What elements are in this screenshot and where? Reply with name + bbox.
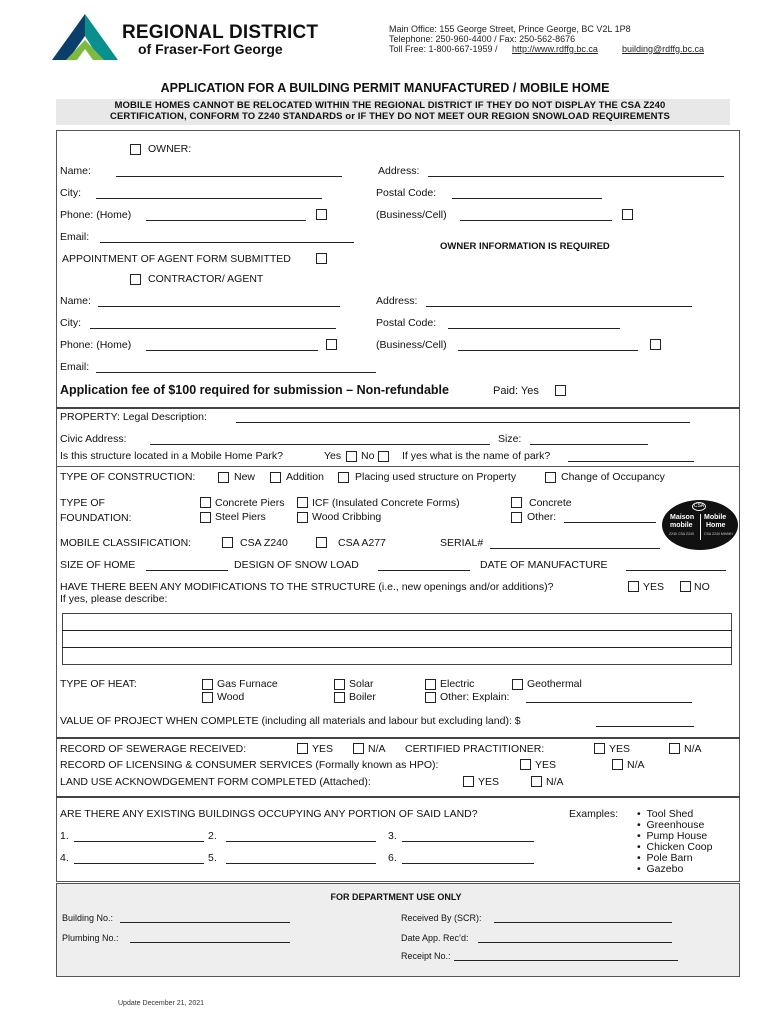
gas-furnace-checkbox[interactable]: [202, 679, 213, 690]
modifications-no-label: NO: [694, 581, 710, 593]
size-label: Size:: [498, 433, 522, 445]
solar-label: Solar: [349, 678, 374, 690]
wood-cribbing-label: Wood Cribbing: [312, 511, 382, 523]
foundation-other-checkbox[interactable]: [511, 512, 522, 523]
construction-addition-label: Addition: [286, 471, 324, 483]
date-manufacture-label: DATE OF MANUFACTURE: [480, 559, 608, 571]
office-address: Main Office: 155 George Street, Prince George, BC V2L 1P8: [389, 24, 631, 34]
practitioner-na-label: N/A: [684, 743, 702, 755]
construction-new-checkbox[interactable]: [218, 472, 229, 483]
contractor-postal-field[interactable]: [448, 328, 620, 329]
licensing-yes-label: YES: [535, 759, 557, 771]
regional-district-logo: [52, 14, 118, 60]
wood-heat-checkbox[interactable]: [202, 692, 213, 703]
owner-postal-field[interactable]: [452, 198, 602, 199]
example-item: • Tool Shed: [637, 808, 694, 820]
csa-a277-label: CSA A277: [338, 537, 386, 549]
section-divider: [56, 796, 740, 798]
concrete-label: Concrete: [529, 497, 572, 509]
building-no-field[interactable]: [120, 922, 290, 923]
contractor-address-field[interactable]: [426, 306, 692, 307]
size-of-home-field[interactable]: [146, 570, 228, 571]
department-use-heading: FOR DEPARTMENT USE ONLY: [330, 892, 462, 902]
example-item: • Pump House: [637, 830, 708, 842]
csa-logo-icon: CSA: [693, 503, 705, 509]
practitioner-yes-checkbox[interactable]: [594, 743, 605, 754]
example-item: • Pole Barn: [637, 852, 693, 864]
description-line: [62, 647, 732, 648]
serial-field[interactable]: [490, 548, 660, 549]
footer-update-date: Update December 21, 2021: [118, 1000, 204, 1007]
foundation-other-field[interactable]: [564, 522, 656, 523]
land-use-yes-checkbox[interactable]: [463, 776, 474, 787]
owner-postal-label: Postal Code:: [376, 187, 437, 199]
solar-checkbox[interactable]: [334, 679, 345, 690]
snow-load-field[interactable]: [378, 570, 470, 571]
park-name-label: If yes what is the name of park?: [402, 450, 551, 462]
existing-building-field-6[interactable]: [402, 863, 534, 864]
heat-other-label: Other: Explain:: [440, 691, 510, 703]
contractor-address-label: Address:: [376, 295, 418, 307]
wood-cribbing-checkbox[interactable]: [297, 512, 308, 523]
heat-other-field[interactable]: [526, 702, 692, 703]
steel-piers-checkbox[interactable]: [200, 512, 211, 523]
project-value-field[interactable]: [596, 726, 694, 727]
owner-address-label: Address:: [378, 165, 420, 177]
warning-line-1: MOBILE HOMES CANNOT BE RELOCATED WITHIN THE REGIONAL DISTRICT IF THEY DO NOT DISPLAY THE CSA Z240: [114, 100, 666, 111]
owner-phone-business-field[interactable]: [460, 220, 612, 221]
owner-phone-home-checkbox[interactable]: [316, 209, 327, 220]
mobile-classification-label: MOBILE CLASSIFICATION:: [60, 537, 192, 549]
legal-description-label: PROPERTY: Legal Description:: [60, 411, 207, 423]
date-app-label: Date App. Rec’d:: [401, 933, 469, 943]
description-line: [62, 630, 732, 631]
existing-building-field-2[interactable]: [226, 841, 376, 842]
concrete-checkbox[interactable]: [511, 497, 522, 508]
section-divider: [56, 407, 740, 409]
wood-heat-label: Wood: [217, 691, 245, 703]
project-value-label: VALUE OF PROJECT WHEN COMPLETE (including all materials and labour but excluding land): $: [60, 715, 521, 727]
receipt-no-field[interactable]: [454, 960, 678, 961]
existing-building-field-1[interactable]: [74, 841, 204, 842]
building-number: 5.: [208, 852, 217, 864]
csa-badge-text: Z240 CSA Z240: [669, 532, 694, 536]
section-divider: [56, 737, 740, 739]
geothermal-label: Geothermal: [527, 678, 582, 690]
sewerage-na-checkbox[interactable]: [353, 743, 364, 754]
gas-furnace-label: Gas Furnace: [217, 678, 278, 690]
licensing-label: RECORD OF LICENSING & CONSUMER SERVICES (Formally known as HPO):: [60, 759, 439, 771]
building-number: 4.: [60, 852, 69, 864]
fee-paid-checkbox[interactable]: [555, 385, 566, 396]
example-item: • Gazebo: [637, 863, 684, 875]
park-yes-checkbox[interactable]: [346, 451, 357, 462]
size-field[interactable]: [530, 444, 648, 445]
csa-badge-text: Maison: [670, 514, 695, 521]
owner-city-field[interactable]: [96, 198, 322, 199]
form-title: APPLICATION FOR A BUILDING PERMIT MANUFACTURED / MOBILE HOME: [160, 81, 610, 95]
construction-label: TYPE OF CONSTRUCTION:: [60, 471, 196, 483]
csa-badge-text: CSA Z240 MH/MH: [704, 532, 733, 536]
legal-description-field[interactable]: [236, 422, 690, 423]
owner-name-label: Name:: [60, 165, 91, 177]
agent-form-checkbox[interactable]: [316, 253, 327, 264]
construction-addition-checkbox[interactable]: [270, 472, 281, 483]
civic-address-field[interactable]: [150, 444, 490, 445]
construction-occupancy-checkbox[interactable]: [545, 472, 556, 483]
park-name-field[interactable]: [568, 461, 694, 462]
modifications-question: HAVE THERE BEEN ANY MODIFICATIONS TO THE STRUCTURE (i.e., new openings and/or additions)?: [60, 581, 554, 593]
owner-required-note: OWNER INFORMATION IS REQUIRED: [440, 241, 610, 252]
licensing-na-label: N/A: [627, 759, 645, 771]
building-no-label: Building No.:: [62, 913, 114, 923]
csa-badge-text: mobile: [670, 522, 693, 529]
land-use-na-checkbox[interactable]: [531, 776, 542, 787]
csa-badge: [662, 500, 738, 550]
csa-z240-label: CSA Z240: [240, 537, 288, 549]
owner-phone-business-label: (Business/Cell): [376, 209, 447, 221]
owner-heading: OWNER:: [148, 143, 192, 155]
sewerage-yes-label: YES: [312, 743, 334, 755]
existing-buildings-question: ARE THERE ANY EXISTING BUILDINGS OCCUPYING ANY PORTION OF SAID LAND?: [60, 808, 478, 820]
owner-city-label: City:: [60, 187, 81, 199]
warning-line-2: CERTIFICATION, CONFORM TO Z240 STANDARDS or IF THEY DO NOT MEET OUR REGION SNOWLOAD REQUIREMENTS: [110, 111, 670, 122]
construction-new-label: New: [234, 471, 256, 483]
owner-email-field[interactable]: [100, 242, 354, 243]
owner-phone-home-field[interactable]: [146, 220, 306, 221]
practitioner-label: CERTIFIED PRACTITIONER:: [405, 743, 545, 755]
office-phone: Telephone: 250-960-4400 / Fax: 250-562-8676: [389, 34, 576, 44]
date-app-field[interactable]: [478, 942, 672, 943]
concrete-piers-label: Concrete Piers: [215, 497, 285, 509]
snow-load-label: DESIGN OF SNOW LOAD: [234, 559, 359, 571]
contractor-city-label: City:: [60, 317, 81, 329]
contractor-postal-label: Postal Code:: [376, 317, 437, 329]
construction-occupancy-label: Change of Occupancy: [561, 471, 665, 483]
licensing-na-checkbox[interactable]: [612, 759, 623, 770]
civic-address-label: Civic Address:: [60, 433, 127, 445]
date-manufacture-field[interactable]: [626, 570, 726, 571]
office-tollfree: Toll Free: 1-800-667-1959 /: [389, 44, 498, 54]
example-item: • Greenhouse: [637, 819, 705, 831]
fee-paid-label: Paid: Yes: [493, 385, 539, 397]
csa-z240-checkbox[interactable]: [222, 537, 233, 548]
land-use-na-label: N/A: [546, 776, 564, 788]
building-number: 6.: [388, 852, 397, 864]
owner-phone-home-label: Phone: (Home): [60, 209, 132, 221]
foundation-label-2: FOUNDATION:: [60, 512, 132, 524]
construction-used-checkbox[interactable]: [338, 472, 349, 483]
agent-form-label: APPOINTMENT OF AGENT FORM SUBMITTED: [62, 253, 291, 265]
park-no-label: No: [361, 450, 375, 462]
boiler-label: Boiler: [349, 691, 376, 703]
sewerage-na-label: N/A: [368, 743, 386, 755]
contractor-heading: CONTRACTOR/ AGENT: [148, 273, 264, 285]
electric-checkbox[interactable]: [425, 679, 436, 690]
received-by-field[interactable]: [494, 922, 672, 923]
electric-label: Electric: [440, 678, 475, 690]
boiler-checkbox[interactable]: [334, 692, 345, 703]
contractor-phone-business-field[interactable]: [458, 350, 638, 351]
contractor-phone-home-field[interactable]: [146, 350, 318, 351]
serial-label: SERIAL#: [440, 537, 484, 549]
owner-phone-business-checkbox[interactable]: [622, 209, 633, 220]
geothermal-checkbox[interactable]: [512, 679, 523, 690]
size-of-home-label: SIZE OF HOME: [60, 559, 136, 571]
section-divider: [56, 466, 740, 467]
website-link[interactable]: http://www.rdffg.bc.ca: [512, 44, 598, 54]
examples-label: Examples:: [569, 808, 619, 820]
contractor-name-field[interactable]: [98, 306, 340, 307]
heat-other-checkbox[interactable]: [425, 692, 436, 703]
csa-a277-checkbox[interactable]: [316, 537, 327, 548]
steel-piers-label: Steel Piers: [215, 511, 266, 523]
receipt-no-label: Receipt No.:: [401, 951, 451, 961]
practitioner-yes-label: YES: [609, 743, 631, 755]
owner-name-field[interactable]: [116, 176, 342, 177]
building-number: 2.: [208, 830, 217, 842]
csa-badge-text: Mobile: [704, 514, 727, 521]
sewerage-label: RECORD OF SEWERAGE RECEIVED:: [60, 743, 247, 755]
org-name-line1: REGIONAL DISTRICT: [122, 22, 319, 43]
owner-checkbox[interactable]: [130, 144, 141, 155]
plumbing-no-label: Plumbing No.:: [62, 933, 119, 943]
modifications-yes-label: YES: [643, 581, 665, 593]
existing-building-field-3[interactable]: [402, 841, 534, 842]
org-name-line2: of Fraser-Fort George: [138, 41, 283, 57]
application-fee-text: Application fee of $100 required for submission – Non-refundable: [60, 383, 449, 397]
foundation-other-label: Other:: [527, 511, 557, 523]
email-link[interactable]: building@rdffg.bc.ca: [622, 44, 705, 54]
owner-email-label: Email:: [60, 231, 90, 243]
existing-building-field-5[interactable]: [226, 863, 376, 864]
park-question: Is this structure located in a Mobile Home Park?: [60, 450, 283, 462]
licensing-yes-checkbox[interactable]: [520, 759, 531, 770]
icf-checkbox[interactable]: [297, 497, 308, 508]
contractor-city-field[interactable]: [90, 328, 336, 329]
example-item: • Chicken Coop: [637, 841, 713, 853]
modifications-no-checkbox[interactable]: [680, 581, 691, 592]
received-by-label: Received By (SCR):: [401, 913, 482, 923]
existing-building-field-4[interactable]: [74, 863, 204, 864]
contractor-name-label: Name:: [60, 295, 91, 307]
contractor-email-label: Email:: [60, 361, 90, 373]
contractor-phone-home-checkbox[interactable]: [326, 339, 337, 350]
csa-badge-text: Home: [706, 522, 726, 529]
plumbing-no-field[interactable]: [130, 942, 290, 943]
land-use-label: LAND USE ACKNOWDGEMENT FORM COMPLETED (Attached):: [60, 776, 371, 788]
heat-label: TYPE OF HEAT:: [60, 678, 137, 690]
contractor-phone-business-checkbox[interactable]: [650, 339, 661, 350]
sewerage-yes-checkbox[interactable]: [297, 743, 308, 754]
building-number: 1.: [60, 830, 69, 842]
park-no-checkbox[interactable]: [378, 451, 389, 462]
icf-label: ICF (Insulated Concrete Forms): [312, 497, 460, 509]
contractor-phone-business-label: (Business/Cell): [376, 339, 447, 351]
modifications-describe-label: If yes, please describe:: [60, 593, 168, 605]
contractor-email-field[interactable]: [96, 372, 376, 373]
land-use-yes-label: YES: [478, 776, 500, 788]
owner-address-field[interactable]: [428, 176, 724, 177]
concrete-piers-checkbox[interactable]: [200, 497, 211, 508]
contractor-checkbox[interactable]: [130, 274, 141, 285]
park-yes-label: Yes: [324, 450, 342, 462]
construction-used-label: Placing used structure on Property: [355, 471, 517, 483]
modifications-yes-checkbox[interactable]: [628, 581, 639, 592]
practitioner-na-checkbox[interactable]: [669, 743, 680, 754]
building-number: 3.: [388, 830, 397, 842]
foundation-label-1: TYPE OF: [60, 497, 105, 509]
modifications-description-box[interactable]: [62, 613, 732, 665]
contractor-phone-home-label: Phone: (Home): [60, 339, 132, 351]
